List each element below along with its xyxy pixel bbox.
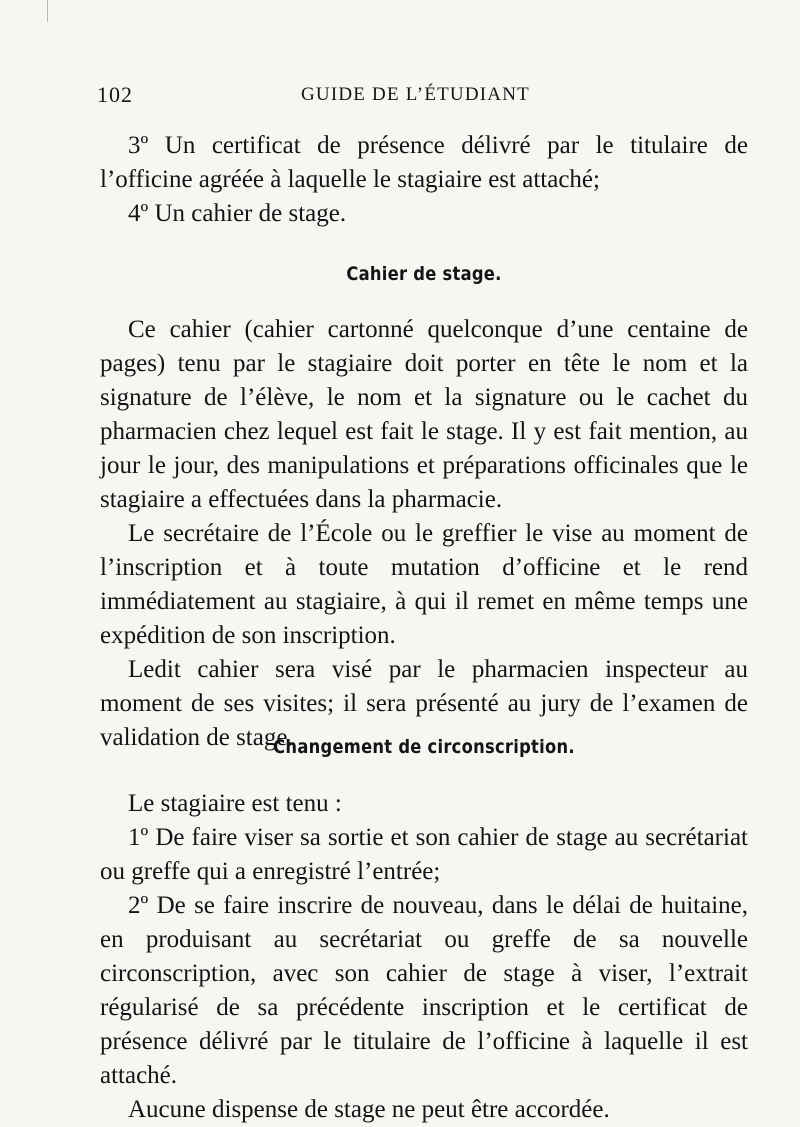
paragraph-stagiaire-tenu: Le stagiaire est tenu :	[128, 790, 342, 817]
section-heading-cahier: Cahier de stage.	[346, 263, 502, 285]
paragraph-point-2: 2º De se faire inscrire de nouveau, dans le délai de huitaine, en produisant au secrétariat ou greffe de sa nouvelle circonscription, avec son cahier de stage à viser, l’extrait régularisé de sa précédente inscription et le certificat de présence délivré par le titulaire de l’officine à laquelle il est attaché.	[100, 892, 748, 1089]
list-item-4: 4º Un cahier de stage.	[128, 200, 347, 227]
paragraph-point-1: 1º De faire viser sa sortie et son cahier de stage au secrétariat ou greffe qui a enregistré l’entrée;	[100, 824, 748, 885]
cahier-section-body	[100, 313, 748, 755]
paragraph-cahier-description: Ce cahier (cahier cartonné quelconque d’une centaine de pages) tenu par le stagiaire doit porter en tête le nom et la signature de l’élève, le nom et la signature ou le cachet du pharmacien chez lequel est fait le stage. Il y est fait mention, au jour le jour, des manipulations et préparations officinales que le stagiaire a effectuées dans la pharmacie.	[100, 316, 748, 513]
page-number: 102	[97, 82, 133, 107]
paragraph-cahier-inspecteur: Ledit cahier sera visé par le pharmacien inspecteur au moment de ses visites; il sera présenté au jury de l’examen de validation de stage.	[100, 656, 748, 751]
paragraph-dispense: Aucune dispense de stage ne peut être accordée.	[128, 1096, 610, 1123]
changement-section-body	[100, 787, 748, 1127]
paragraph-cahier-vise: Le secrétaire de l’École ou le greffier le vise au moment de l’inscription et à toute mutation d’officine et le rend immédiatement au stagiaire, à qui il remet en même temps une expédition de son inscription.	[100, 520, 748, 649]
page-edge-mark	[47, 0, 48, 22]
running-header	[97, 82, 747, 112]
intro-list	[100, 129, 748, 231]
list-item-3: 3º Un certificat de présence délivré par le titulaire de l’officine agréée à laquelle le stagiaire est attaché;	[100, 132, 748, 193]
running-title: GUIDE DE L’ÉTUDIANT	[301, 84, 530, 105]
section-heading-changement: Changement de circonscription.	[273, 736, 575, 758]
